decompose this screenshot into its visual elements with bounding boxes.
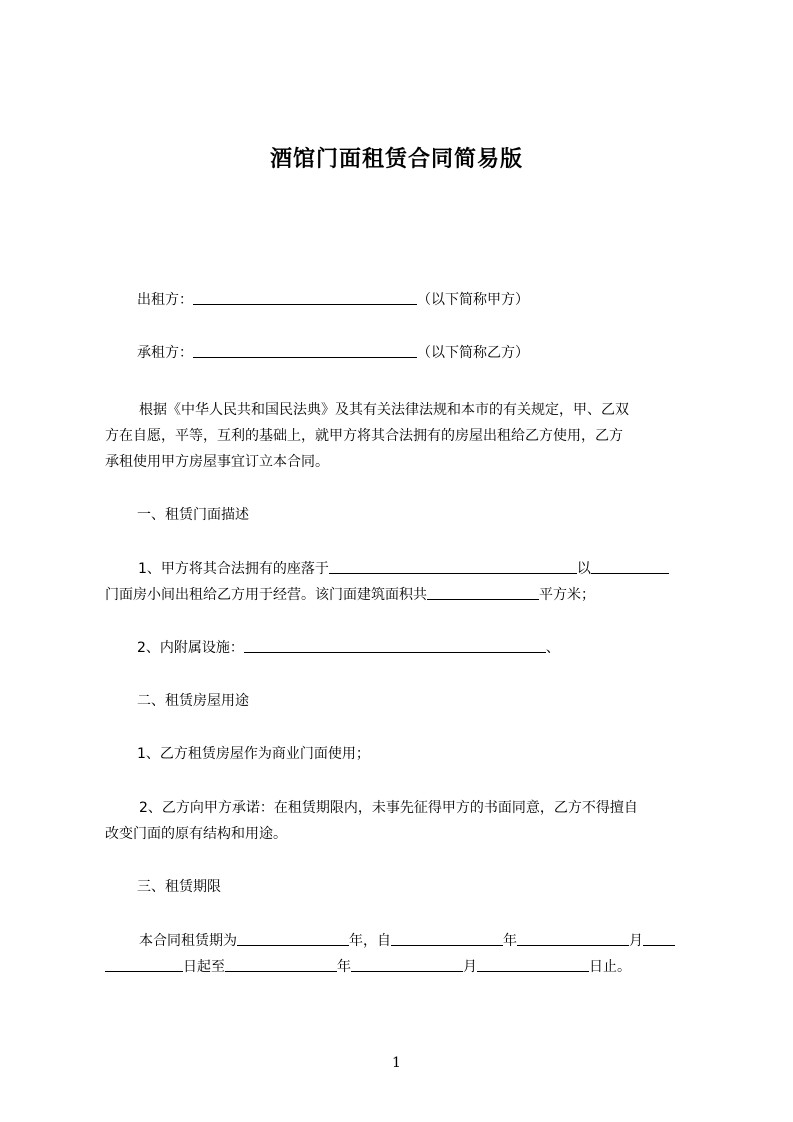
end-year-blank[interactable] — [225, 957, 337, 972]
start-year-blank[interactable] — [391, 931, 503, 946]
lessor-suffix: （以下简称甲方） — [417, 292, 529, 308]
facilities-blank[interactable] — [244, 638, 546, 653]
facilities-label: 2、内附属设施： — [137, 640, 244, 656]
term-years-blank[interactable] — [237, 931, 349, 946]
section-1-heading: 一、租赁门面描述 — [137, 507, 249, 523]
lessee-suffix: （以下简称乙方） — [417, 345, 529, 361]
end-day-blank[interactable] — [477, 957, 589, 972]
section-1-item-1-line-2 — [105, 581, 595, 609]
area-unit-text: 平方米； — [539, 587, 595, 603]
until-text: 日起至 — [183, 959, 225, 975]
lessee-name-blank[interactable] — [193, 343, 417, 358]
section-1-item-1-line-1 — [138, 555, 669, 583]
from-text: 年，自 — [349, 933, 391, 949]
section-2-item-2-line-2: 改变门面的原有结构和用途。 — [105, 826, 287, 842]
facilities-end: 、 — [545, 640, 560, 656]
area-blank[interactable] — [427, 585, 539, 600]
month-text-2: 月 — [463, 959, 477, 975]
end-month-blank[interactable] — [351, 957, 463, 972]
year-text-2: 年 — [337, 959, 351, 975]
section-3-line-2 — [105, 953, 631, 981]
start-month-blank[interactable] — [517, 931, 629, 946]
year-text-1: 年 — [503, 933, 517, 949]
lessor-line — [137, 286, 529, 314]
page-number: 1 — [392, 1055, 401, 1071]
section-3-heading: 三、租赁期限 — [137, 879, 221, 895]
document-title: 酒馆门面租赁合同简易版 — [269, 147, 523, 172]
location-text: 1、甲方将其合法拥有的座落于 — [138, 561, 329, 577]
section-2-item-1: 1、乙方租赁房屋作为商业门面使用； — [137, 746, 370, 762]
intro-line-3: 承租使用甲方房屋事宜订立本合同。 — [105, 454, 329, 470]
section-3-line-1 — [139, 927, 675, 955]
start-day-blank-a[interactable] — [643, 931, 675, 946]
unit-blank[interactable] — [591, 559, 669, 574]
term-label: 本合同租赁期为 — [139, 933, 237, 949]
lessor-label: 出租方： — [137, 292, 193, 308]
lessee-line — [137, 339, 529, 367]
section-1-item-2 — [137, 634, 560, 662]
start-day-blank-b[interactable] — [105, 957, 183, 972]
section-2-heading: 二、租赁房屋用途 — [137, 693, 249, 709]
location-blank[interactable] — [329, 559, 577, 574]
shop-purpose-text: 门面房小间出租给乙方用于经营。该门面建筑面积共 — [105, 587, 427, 603]
section-2-item-2-line-1: 2、乙方向甲方承诺：在租赁期限内，未事先征得甲方的书面同意，乙方不得擅自 — [139, 800, 638, 816]
lessor-name-blank[interactable] — [193, 290, 417, 305]
by-text: 以 — [576, 561, 591, 577]
intro-line-1: 根据《中华人民共和国民法典》及其有关法律法规和本市的有关规定，甲、乙双 — [139, 402, 629, 418]
month-text-1: 月 — [629, 933, 643, 949]
end-text: 日止。 — [589, 959, 631, 975]
lessee-label: 承租方： — [137, 345, 193, 361]
intro-line-2: 方在自愿，平等，互利的基础上，就甲方将其合法拥有的房屋出租给乙方使用，乙方 — [105, 428, 623, 444]
